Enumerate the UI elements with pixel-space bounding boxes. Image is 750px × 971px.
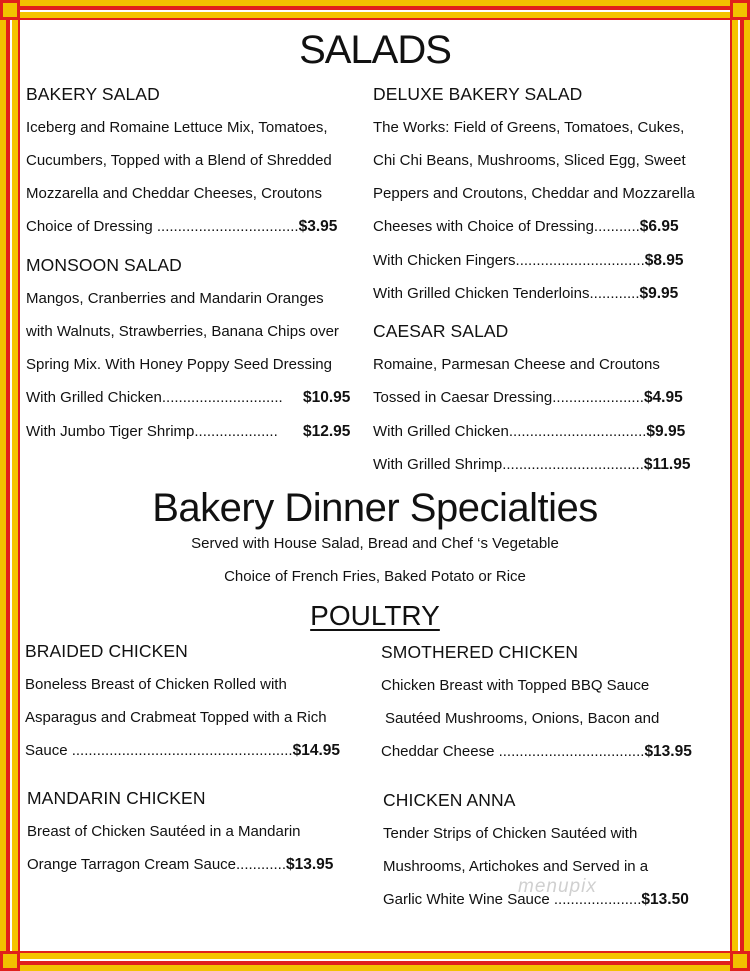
caesar-salad-option-shrimp xyxy=(373,456,690,474)
salads-title: SALADS xyxy=(299,28,451,72)
caesar-salad-option-chicken xyxy=(373,423,685,441)
deluxe-salad-desc-2: Chi Chi Beans, Mushrooms, Sliced Egg, Sweet xyxy=(373,152,686,169)
deluxe-salad-price-tenderloins: $9.95 xyxy=(639,285,679,302)
caesar-salad-option-shrimp-label: With Grilled Shrimp.................................. xyxy=(373,456,644,473)
braided-chicken-name: BRAIDED CHICKEN xyxy=(25,641,188,661)
caesar-salad-desc-1: Romaine, Parmesan Cheese and Croutons xyxy=(373,356,660,373)
caesar-salad-price-chicken: $9.95 xyxy=(646,423,686,440)
corner-ornament-bottom-right xyxy=(730,951,750,971)
smothered-chicken-desc-1: Chicken Breast with Topped BBQ Sauce xyxy=(381,677,650,694)
deluxe-salad-price-dressing: $6.95 xyxy=(639,218,679,235)
deluxe-salad-option-dressing-label: Cheeses with Choice of Dressing........... xyxy=(373,218,640,235)
monsoon-salad-option-chicken: With Grilled Chicken............................. xyxy=(26,389,283,406)
monsoon-salad-desc-1: Mangos, Cranberries and Mandarin Oranges xyxy=(26,290,324,307)
monsoon-salad-desc-2: with Walnuts, Strawberries, Banana Chips over xyxy=(26,323,339,340)
deluxe-salad-option-tenderloins xyxy=(373,285,678,303)
bakery-salad-desc-3: Mozzarella and Cheddar Cheeses, Croutons xyxy=(26,185,322,202)
poultry-title: POULTRY xyxy=(310,600,440,631)
chicken-anna-sauce-label: Garlic White Wine Sauce ..................... xyxy=(383,891,642,908)
caesar-salad-option-tossed xyxy=(373,389,683,407)
deluxe-salad-name: DELUXE BAKERY SALAD xyxy=(373,84,583,104)
bakery-salad-dressing-line xyxy=(26,218,337,236)
caesar-salad-option-chicken-label: With Grilled Chicken................................. xyxy=(373,423,647,440)
chicken-anna-price: $13.50 xyxy=(641,891,689,908)
monsoon-salad-option-shrimp: With Jumbo Tiger Shrimp.................... xyxy=(26,423,278,440)
smothered-chicken-desc-2: Sautéed Mushrooms, Onions, Bacon and xyxy=(385,710,660,727)
caesar-salad-price-shrimp: $11.95 xyxy=(643,456,691,473)
dinner-subtitle-1: Served with House Salad, Bread and Chef ‘s Vegetable xyxy=(191,535,559,552)
dinner-specialties-title: Bakery Dinner Specialties xyxy=(152,486,598,530)
mandarin-chicken-desc-1: Breast of Chicken Sautéed in a Mandarin xyxy=(27,823,301,840)
caesar-salad-price-tossed: $4.95 xyxy=(643,389,683,406)
dinner-subtitle-2: Choice of French Fries, Baked Potato or Rice xyxy=(224,568,526,585)
caesar-salad-option-tossed-label: Tossed in Caesar Dressing...................... xyxy=(373,389,644,406)
braided-chicken-desc-1: Boneless Breast of Chicken Rolled with xyxy=(25,676,287,693)
chicken-anna-name: CHICKEN ANNA xyxy=(383,790,516,810)
deluxe-salad-option-fingers xyxy=(373,252,684,270)
smothered-chicken-cheese-label: Cheddar Cheese ................................... xyxy=(381,743,645,760)
braided-chicken-price: $14.95 xyxy=(292,742,340,759)
monsoon-salad-price-chicken: $10.95 xyxy=(303,389,351,406)
monsoon-salad-name: MONSOON SALAD xyxy=(26,255,182,275)
mandarin-chicken-price: $13.95 xyxy=(286,856,334,873)
bakery-salad-desc-2: Cucumbers, Topped with a Blend of Shredded xyxy=(26,152,332,169)
corner-ornament-bottom-left xyxy=(0,951,20,971)
bakery-salad-desc-1: Iceberg and Romaine Lettuce Mix, Tomatoes, xyxy=(26,119,328,136)
braided-chicken-sauce-label: Sauce ..................................................... xyxy=(25,742,293,759)
smothered-chicken-name: SMOTHERED CHICKEN xyxy=(381,642,579,662)
chicken-anna-desc-2: Mushrooms, Artichokes and Served in a xyxy=(383,858,649,875)
monsoon-salad-price-shrimp: $12.95 xyxy=(303,423,351,440)
monsoon-salad-desc-3: Spring Mix. With Honey Poppy Seed Dressing xyxy=(26,356,332,373)
mandarin-chicken-name: MANDARIN CHICKEN xyxy=(27,788,206,808)
corner-ornament-top-right xyxy=(730,0,750,20)
bakery-salad-name: BAKERY SALAD xyxy=(26,84,160,104)
caesar-salad-name: CAESAR SALAD xyxy=(373,321,509,341)
deluxe-salad-desc-1: The Works: Field of Greens, Tomatoes, Cukes, xyxy=(373,119,685,136)
smothered-chicken-cheese-line xyxy=(381,743,692,761)
deluxe-salad-option-fingers-label: With Chicken Fingers............................... xyxy=(373,252,645,269)
mandarin-chicken-sauce-line xyxy=(27,856,333,874)
deluxe-salad-option-dressing xyxy=(373,218,679,236)
corner-ornament-top-left xyxy=(0,0,20,20)
bakery-salad-dressing-label: Choice of Dressing .................................. xyxy=(26,218,299,235)
deluxe-salad-option-tenderloins-label: With Grilled Chicken Tenderloins............ xyxy=(373,285,640,302)
deluxe-salad-desc-3: Peppers and Croutons, Cheddar and Mozzarella xyxy=(373,185,695,202)
menupix-watermark: menupix xyxy=(518,876,597,897)
deluxe-salad-price-fingers: $8.95 xyxy=(644,252,684,269)
bakery-salad-price: $3.95 xyxy=(298,218,338,235)
braided-chicken-sauce-line xyxy=(25,742,340,760)
smothered-chicken-price: $13.95 xyxy=(644,743,692,760)
braided-chicken-desc-2: Asparagus and Crabmeat Topped with a Rich xyxy=(25,709,327,726)
chicken-anna-desc-1: Tender Strips of Chicken Sautéed with xyxy=(383,825,638,842)
mandarin-chicken-sauce-label: Orange Tarragon Cream Sauce............ xyxy=(27,856,287,873)
